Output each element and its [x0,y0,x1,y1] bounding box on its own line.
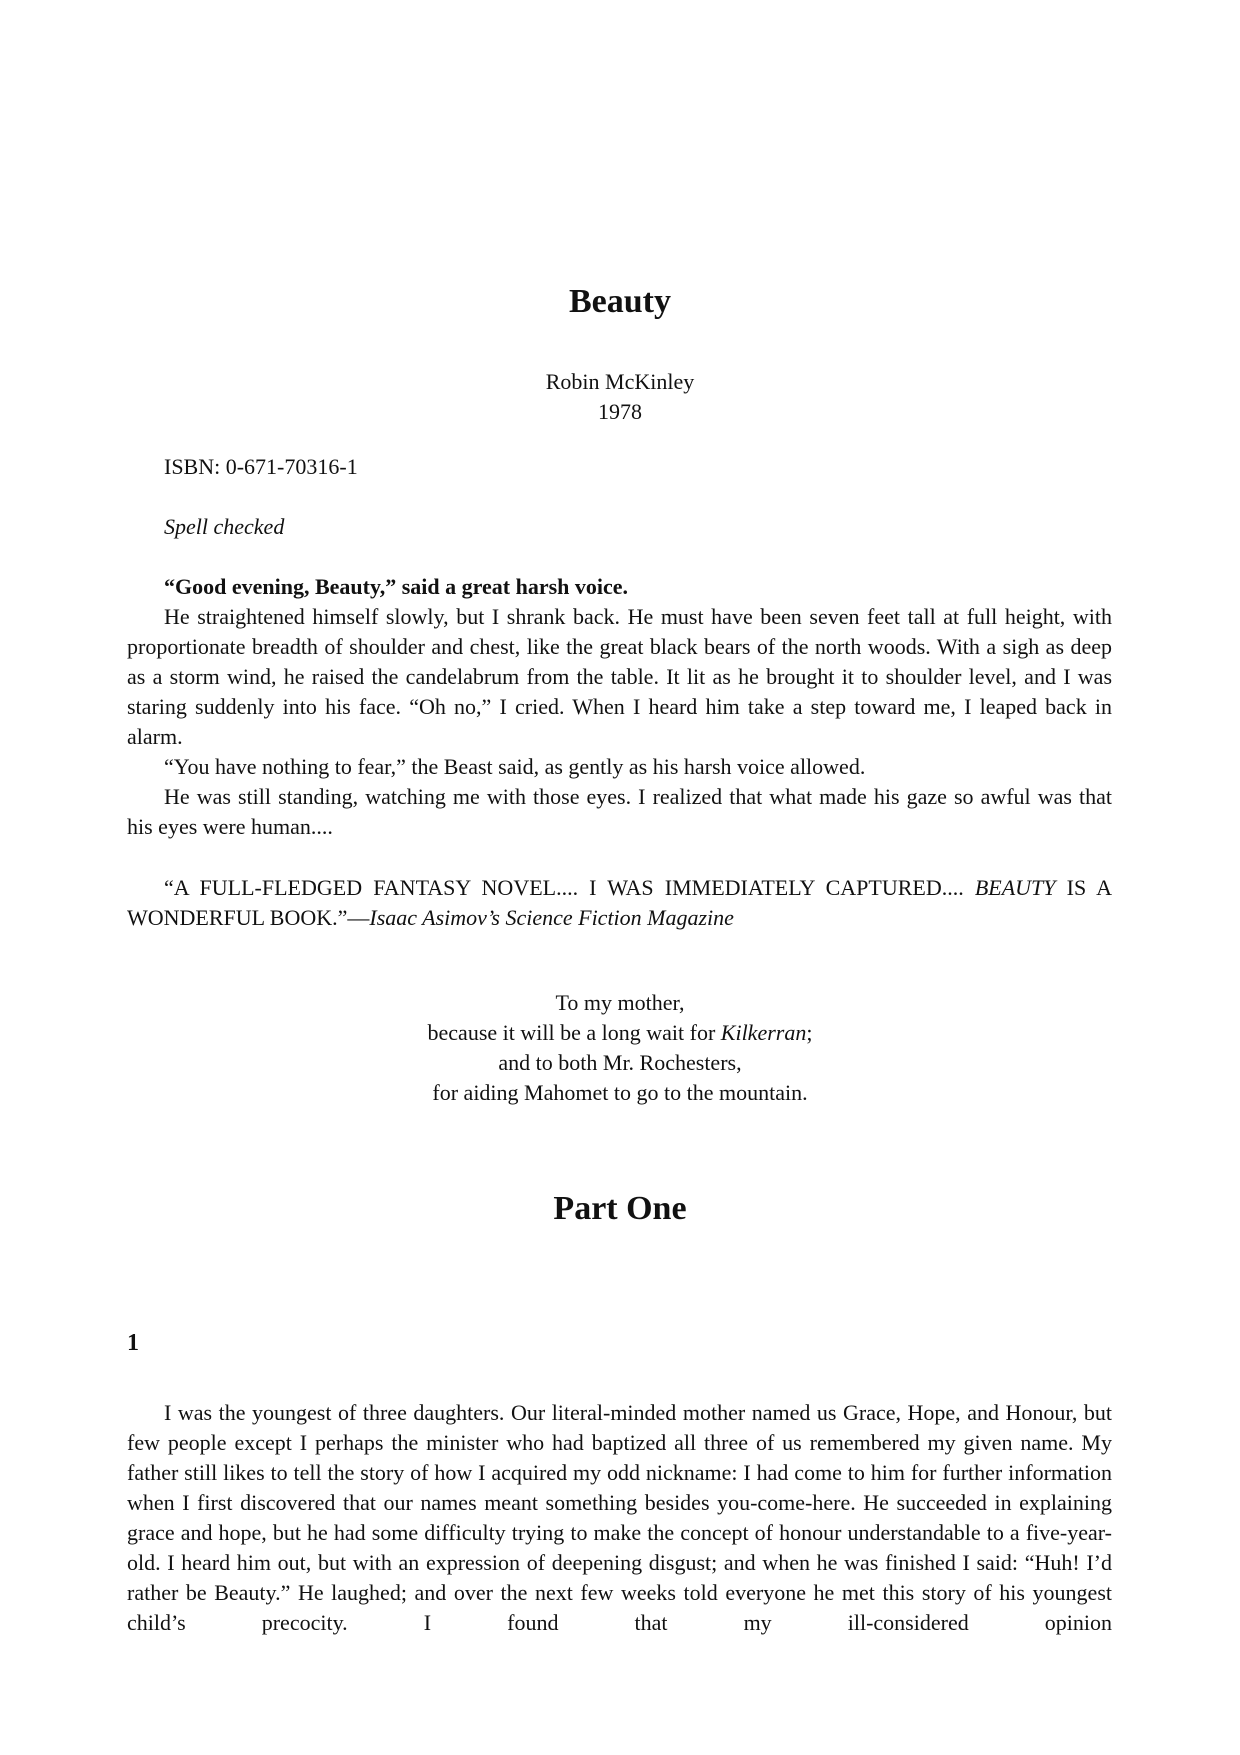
chapter-number: 1 [127,1330,139,1356]
book-title: Beauty [569,283,671,320]
excerpt-headline: “Good evening, Beauty,” said a great harsh voice. [164,574,629,599]
spell-note-text: Spell checked [164,514,285,539]
publication-year: 1978 [598,399,642,424]
author-name: Robin McKinley [545,369,695,394]
dedication-line: for aiding Mahomet to go to the mountain. [432,1080,808,1105]
isbn-text: ISBN: 0-671-70316-1 [164,454,358,479]
dedication-line: To my mother, [555,990,685,1015]
dedication-text: ; [806,1020,813,1045]
excerpt-paragraph: He was still standing, watching me with those eyes. I realized that what made his gaze so awful was that his eyes were human.... [127,784,1112,839]
dedication-line: and to both Mr. Rochesters, [498,1050,742,1075]
chapter-paragraph: I was the youngest of three daughters. Our literal-minded mother named us Grace, Hope, and Honour, but few people except I perhaps the minister who had baptized all three of us remembered my given name. My father still likes to tell the story of how I acquired my odd nickname: I had come to him for further information when I first discovered that our names meant something besides you-come-here. He succeeded in explaining grace and hope, but he had some difficulty trying to make the concept of honour understandable to a five-year-old. I heard him out, but with an expression of deepening disgust; and when he was finished I said: “Huh! I’d rather be Beauty.” He laughed; and over the next few weeks told everyone he met this story of his youngest child’s precocity. I found that my ill-considered opinion [127,1400,1112,1635]
review-quote-start: “A FULL-FLEDGED FANTASY NOVEL.... I WAS IMMEDIATELY CAPTURED.... [164,875,975,900]
dedication-line [0,1018,1240,1048]
review-quote-end: IS A WONDERFUL BOOK.”— [127,875,1112,930]
isbn-line [127,452,1112,482]
review-quote [127,873,1112,933]
part-heading: Part One [553,1190,687,1227]
chapter-body [127,1398,1112,1638]
excerpt-block [127,572,1112,842]
dedication [0,988,1240,1108]
author-block [0,367,1240,427]
spell-note [127,512,1112,542]
excerpt-paragraph: He straightened himself slowly, but I shrank back. He must have been seven feet tall at full height, with proportionate breadth of shoulder and chest, like the great black bears of the north woods. With a sigh as deep as a storm wind, he raised the candelabrum from the table. It lit as he brought it to shoulder level, and I was staring suddenly into his face. “Oh no,” I cried. When I heard him take a step toward me, I leaped back in alarm. [127,604,1112,749]
excerpt-paragraph: “You have nothing to fear,” the Beast said, as gently as his harsh voice allowed. [164,754,866,779]
review-quote-title: BEAUTY [974,875,1056,900]
dedication-text: because it will be a long wait for [427,1020,721,1045]
dedication-title: Kilkerran [720,1020,807,1045]
review-source: Isaac Asimov’s Science Fiction Magazine [369,905,734,930]
review-text [127,873,1112,933]
